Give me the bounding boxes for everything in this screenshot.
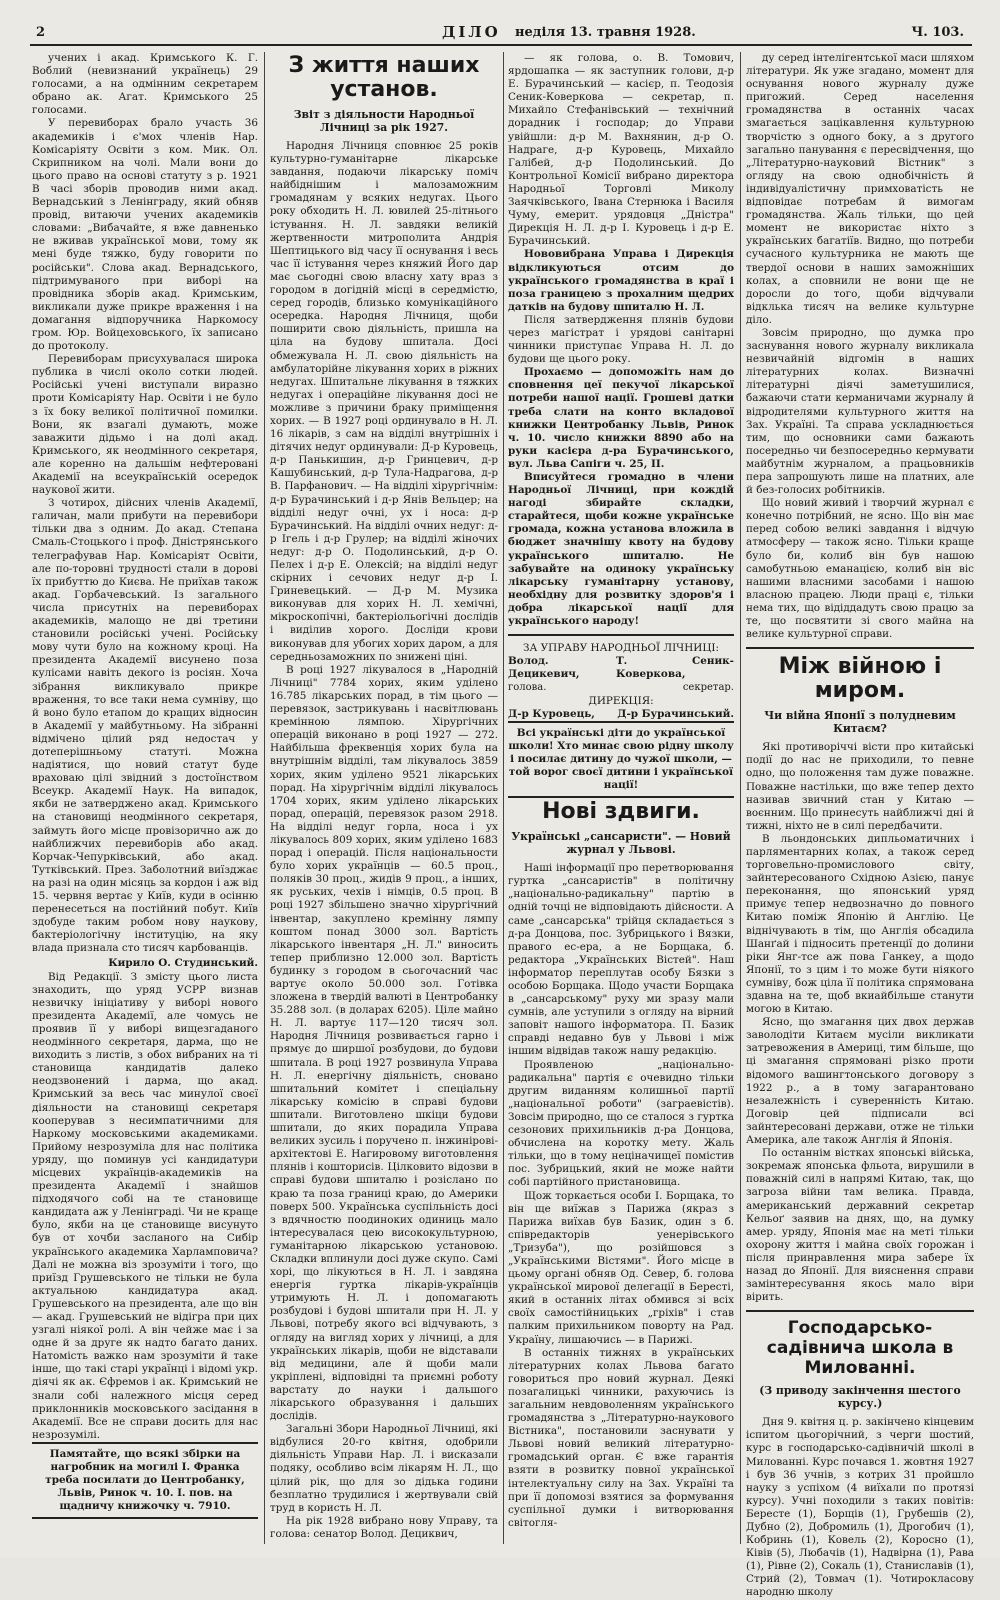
column-rule <box>503 52 504 1544</box>
paragraph: З чотирох, дійсних членів Академії, галичан, мали прибути на перевибори тільки два з одним. До акад. Степана Смаль-Стоцького і проф. Дністрянського телеграфував Нар. Комісаріят Освіти, але по-торовні трудності стали в дорові їх прибуттю до Києва. Не приїхав також акад. Горбачевський. Із загального числа присутніх на перевиборах академиків, малощо не дві третини становили російські учені. Російську мову чути було на кожному кроці. На президента Академії висунено поза кулісами навіть декого із росіян. Хоча зібрання викликувало прикре враження, то все таки нема сумніву, що й воно було етапом до кращих відносин в Академії у майбутньому. На зібранні відмічено цілий ряд недостач у дотеперішньому статуті. Можна надіятися, що новий статут буде враховаю цілі звідний з достоїнством Всеукр. Академії Наук. На випадок, якби не затверджено акад. Кримського на становищі неодмінного секретаря, займуть його місце провізорично аж до найближчих перевиборів або акад. Корчак-Чепурківський, або акад. Тутківський. През. Заболотний виїзджає на разі на один місяць за кордон і аж від 15. червня вертає у Київ, куди в осінню перенесеться на постійний побут. Київ здобуде таким робом нову наукову, бактеріологічну інституцію, на яку влада признала сто тисяч карбованців. <box>32 497 258 955</box>
issue-number: Ч. 103. <box>911 25 964 40</box>
paragraph: В році 1927 лікувалося в „Народній Лічниці" 7784 хорих, яким уділено 16.785 лікарських порад, в тім цього — перевязок, застрикувань і насвітлювань кремінною лямпою. Хірургічних операцій виконано в році 1927 — 272. Найбільша фреквенція хорих була на внутрішнім відділі, там лікувалось 3859 хорих, яким уділено 9521 лікарських порад. На хірургічнім відділі лікувалось 1704 хорих, яким уділено лікарських порад, операцій, перевязок разом 2918. На відділі недуг горла, носа і ух лікувалось 809 хорих, яким уділено 1683 порад і операцій. Після національности було хорих українців — 60.5 проц., поляків 30 проц., жидів 9 проц., а інших, як руських, чехів і німців, 0.5 проц. В році 1927 збільшено значно хірургічний інвентар, закуплено кремінну лямпу коштом понад 3000 зол. Вартість лікарського інвентаря „Н. Л." виносить тепер приблизно 12.000 зол. Вартість будинку з городом в сьогочасний час вартує около 50.000 зол. Готівка зложена в твердій валюті в Центробанку 35.288 зол. (в доларах 6205). Ціле майно Н. Л. вартує 117—120 тисяч зол. Народня Лічниця розвивається гарно і прямує до ширшої розбудови, до будови шпитала. В році 1927 розвинула Управа Н. Л. енергічну діяльність, сновано шпитальний комітет і спеціальну лікарську комісію в справі будови шпитали. Виготовлено шкіци будови шпитали, до яких порадила Управа великих зусиль і поручено п. інжинірові-архітектові Е. Нагировому виготовлення плянів і кошторисів. Цілковито відозви в справі будови шпиталю і розіслано по краю та поза границі краю, до Америки поверх 500. Українська суспільність досі з вдячностю поодиноких одиниць мало інтересувалася цею висококультурною, гуманітарною лікарською установою. Складки вплинули досі дуже скупо. Самі хорі, що лікуються в Н. Л. і завдяна енергія гуртка лікарів-українців утримують Н. Л. і допомагають розбудові і будові шпитали при Н. Л. у Львові, потребу якого всі відчувають, з огляду на вигляд хорих у лічниці, а для українських лікарів, щоби не відставали від медицини, але й щоби мали укріплені, відповідні та приємні роботу варстату до науки і дальшого лікарського образування і дальших дослідів. <box>270 663 498 1423</box>
school-notice: Всі українські діти до української школи! Хто минає свою рідну школу і посилає дитину до чужої школи, — той ворог своєї дитини і української нації! <box>508 721 734 798</box>
column-4 <box>746 52 974 1599</box>
paragraph: Щож торкається особи І. Борщака, то він ще виїжав з Парижа (якраз з Парижа виїхав був Базик, один з б. співредакторів уенерівського „Тризуба"), що розійшовся з „Українськими Вістями". Його місце в цьому органі обняв Од. Север, б. голова української мирової делегації в Бересті, який в останніх літах обмився зі всіх своїх самостійницьких „гріхів" і став палким прихильником поворту на Рад. Україну, лишаючись — в Парижі. <box>508 1189 734 1346</box>
donation-paragraph: Прохаємо — допоможіть нам до сповнення цеї пекучої лікарської потреби нашої нації. Грошеві датки треба слати на конто вкладової книжки Центробанку Львів, Ринок ч. 10. число книжки 8890 або на руки касієра д-ра Бурачинського, вул. Льва Сапіги ч. 25, II. <box>508 366 734 470</box>
paragraph: В останніх тижнях в українських літературних колах Львова багато говориться про новий журнал. Деякі позагалицькі чинники, рахуючись із загальним невдоволенням українського громадянства з „Літературно-наукового Вістника", постановили заснувати у Львові новий великий літературно-громадський орган. Є вже гарантія взяти в розвитку повної української інтелектуальну силу на Зах. Україні та при її допомозі взятися за формування суспільної думки і витворювання світогля- <box>508 1346 734 1529</box>
paragraph: Проявленою „національно-радикальна" партія є очевидно тільки другим виданням колишньої партії „національної роботи" (заграевістів). Зовсім природно, що се сталося з гуртка сезонових прихильників д-ра Донцова, обчислена на коротку мету. Жаль тільки, що в тому неціначищеї помістив пос. Зубрицький, який не може найти собі партійного пристановища. <box>508 1058 734 1189</box>
page-number: 2 <box>36 25 46 40</box>
subheadline-report: Звіт з діяльности Народньої Лічниці за рік 1927. <box>293 108 475 134</box>
divider <box>746 1310 974 1312</box>
paragraph: Народня Лічниця сповнює 25 років культурно-гуманітарне лікарське завдання, подаючи лікарську поміч найбіднішим і малозаможним громадянам у всяких недугах. Цього року обходить Н. Л. ювилей 25-літнього істування. Н. Л. завдяки великій жертвенности митрополита Андрія Шептицького від часу її оснування і весь час її істування через княжий Його дар має сьогодні свою власну хату враз з городом в догідній місці в середмістю, серед городів, близько комунікаційного осередка. Народня Лічниця, щоби поширити свою діяльність, пришла на ціла на будову шпитала. Досі обмежувала Н. Л. свою діяльність на амбулаторійне лікування хорих в ріжних недугах. Шпитальне лікування в тяжких недугах і операційне лікування досі не можливе з причини браку приміщення хорих. — В 1927 році ординувало в Н. Л. 16 лікарів, з сам на відділі внутрішніх і дітячих недуг ординували: Д-р Куровець, д-р Панькишин, д-р Гринцевич, д-р Кашубинський, д-р Тула-Надрагова, д-р В. Парфанович. — На відділі хірургічнім: д-р Бурачинський і д-р Янів Вельцер; на відділі недуг очні, ух і носа: д-р Бурачинський. На відділі очних недуг: д-р Ігель і д-р Грулер; на відділі жіночих недуг: д-р О. Подолинський, д-р О. Пелех і д-р Е. Олексій; на відділі недуг скірних і сечових недуг д-р І. Гриневецький. — Д-р М. Музика виконував для хорих Н. Л. хемічні, мікроскопічні, бактеріольогічні дослідів і виділив хорого. Досліди крови виконував для убогих хорих даром, а для середньозаможних по знижені ціні. <box>270 140 498 663</box>
paragraph: — як голова, о. В. Томович, ярдошапка — як заступник голови, д-р Е. Бурачинський — касієр, п. Теодозія Сеник-Коверкова — секретар, п. Михайло Стефанівський — технічний дорадник і господар; до Управи увійшли: д-р М. Вахнянин, д-р О. Надраге, д-р Куровець, Михайло Галібей, д-р Подолинський. До Контрольної Комісії вибрано директора Народньої Торговлі Миколу Заячківського, Івана Стернюка і Василя Чуму, емерит. урядовця „Дністра" Дирекція Н. Л. д-р І. Куровець і д-р Е. Бурачинський. <box>508 52 734 248</box>
subheadline-japan-china: Чи війна Японії з полудневим Китаєм? <box>764 709 956 736</box>
paragraph: ду серед інтелігентської маси шляхом літератури. Як уже згадано, момент для оснування нового журналу дуже пригожий. Серед населення громадянства в останніх часах змагається зацікавлення культурною творчістю з одного боку, а з другого загально панування є пересвідчення, що „Літературно-науковий Вістник" з огляду на свою однобічність й індивідуалістичну примховатість не відповідає потребам й вимогам громадянства. Жаль тільки, що цей момент не використає ніхто з українських багатіїв. Видно, що потреби сучасного культурника не мають ще твердої основи в наших заможніших колах, а сповнили не вони ще не доросли до того, щоби відчували відклька тисяч на велике культурне діло. <box>746 52 974 326</box>
paragraph: Зовсім природно, що думка про заснування нового журналу викликала незвичайній відгомін в наших літературних колах. Визначні літературні діячі заметушилися, бажаючи стати керманичами журналу й відродителями культурного життя на Зах. Україні. Та справа ускладнюється тим, що основники сами бажають посередньо чи безпосередньо кермувати майбутнім журналом, а працьовників пера запрошують лише на платних, але й без-голосих робітників. <box>746 326 974 497</box>
column-2 <box>270 52 498 1544</box>
editorial-note: Від Редакції. З змісту цього листа знаходить, що уряд УСРР визнав незвичку ініціативу у виборі нового президента Академії, але чомусь не проявив її у виборі вищезгаданого неодмінного секретаря, дарма, що не виходить з листів, з обох вибраних на ті становища кандидатів далеко неодзвонений і дарма, що акад. Кримський за весь час минулої своєї діяльности на становищі секретаря кооперував з несимпатичними для Наркому московськими академиками. Прийому незрозуміла для нас політика уряду, що поминув усі кандидатури місцевих українців-академиків на президента Академії і знайшов підходячого собі на те становище кандидата аж у Ленінграді. Чи не краще було, якби на це становище висунуто був от хочби засланого на Сибір українського академика Харламповича? Далі не можна віз зрозуміти і того, що приїзд Грушевського не тільки не була актуальною кандидатура акад. Грушевського на президента, але що він — акад. Грушевський не відігра при цих узгалі ніякої ролі. А він чейже має і за одне й за друге як надто багато даних. Натомість важко нам зрозуміти й таке інше, що такі старі українці і відомі укр. діячі як ак. Єфремов і ак. Кримський не знали собі належного місця серед приклонників московського засідання в Академії. Все не справи досить для нас незрозумілі. <box>32 970 258 1441</box>
signer-name: Д-р Куровець, <box>508 707 595 720</box>
direction-signatures <box>508 708 734 721</box>
paragraph: На рік 1928 вибрано нову Управу, та голова: сенатор Волод. Дециквич, <box>270 1514 498 1540</box>
paragraph: Перевиборам присухувалася широка публика в числі около сотки людей. Російські учені виступали виразно проти Комісаріяту Нар. Освіти і не було з їх боку великої політичної помилки. Вони, як взагалі думають, може заважити дідьмо і на долі акад. Кримського, як неодмінного секретаря, але коренно на дальшім нефтеровані Академії на всеукраїнській осередок наукової жити. <box>32 353 258 497</box>
signer-role: голова. <box>508 682 547 694</box>
paragraph: Ясно, що змагання цих двох держав заволодіти Китаєм мусіли викликати затревожения в Америці, тим більше, що ці змагання спрямовані різко проти відомого вашингтонського договору з 1922 р., а в тому загарантовано незалежність і суверенність Китаю. Договір цей підписали всі зайнтересовані держави, отже не тільки Америка, але також Англія й Японія. <box>746 1016 974 1147</box>
headline-war-peace: Між війною і миром. <box>778 654 942 704</box>
divider <box>746 647 974 649</box>
paragraph: Які противоріччі вісти про китайські події до нас не приходили, то певне одно, що положення там дуже поважне. Поважне настільки, що вже тепер дехто називав звичний стан у Китаю — воєнним. Що принесуть найближчі дні й тижні, ніхто не в силі передбачити. <box>746 741 974 832</box>
column-rule <box>740 52 741 1544</box>
board-roles <box>508 681 734 694</box>
headline-institutions: З життя наших установ. <box>288 53 480 102</box>
author-signature: Кирило О. Студинський. <box>108 957 258 970</box>
signer-role: секретар. <box>682 682 734 694</box>
issue-date: неділя 13. травня 1928. <box>515 25 696 40</box>
board-signatures <box>508 655 734 681</box>
paragraph: Наші інформації про перетворювання гуртка „сансаристів" в політичну „національно-радикальну" партію в одній точці не відповідають дійсности. А саме „сансарська" трійця складається з д-ра Донцова, пос. Зубрицького і Вязки, правого ес-ера, а не Борщака, б. редактора „Українських Вістей". Наш інформатор переплутав особу Бязки з особою Борщака. Щодо участи Борщака в „сансарському" руху ми зразу мали сумнів, але уступили з огляду на вірний заповіт нашого інформатора. П. Базик справді недавно був у Львові і між іншим відвідав також нашу редакцію. <box>508 862 734 1058</box>
headline-new-shifts: Нові здвиги. <box>542 799 700 825</box>
signer-name: Д-р Бурачинський. <box>617 707 734 720</box>
paragraph: У перевиборах брало участь 36 академиків і є'мох членів Нар. Комісаріяту Освіти з ком. Мик. Ол. Скрипником на чолі. Мали вони до цього право на основі статуту з р. 1921 В часі зборів проводив ними акад. Вернадський з Ленінграду, який обняв провід, витаючи учених академиків словами: „Вибачайте, я вже давненько не вживав української мови, тому як мені буде тяжко, буду говорити по російськи". Слова акад. Вернадського, підтримуваного при виборі на провідника зборів акад. Кримським, викликали дуже прикре враження і на домагання відпоручника Наркомосу гром. Юр. Войцеховського, їх записано до протоколу. <box>32 117 258 353</box>
paragraph: В льондонських дипльоматичних і парляментарних колах, а також серед торговельно-промислового світу, зайнтересованого Східною Азією, панує переконання, що японський уряд примує тепер недвозначно до повного Китаю поміж Японію й Англію. Це віднічувають в тім, що Англія обсадила Шанґай і підносить претенції до долини ріки Янг-тсе аж пова Ганкеу, а щодо Японії, то з цим і то може бути ніякого сумніву, бож ціла її політика спрямована здавна на те, щоб вкиайбільше станути могою в Китаю. <box>746 832 974 1016</box>
subheadline-sansarists: Українські „сансаристи". — Новий журнал у Львові. <box>511 830 731 857</box>
divider <box>508 634 734 636</box>
paragraph: учених і акад. Кримського К. Г. Воблий (невизнаний українець) 29 голосами, а на одмінним секретарем обрано ак. Агат. Кримського 25 голосами. <box>32 52 258 117</box>
paragraph: Після затвердження плянів будови через магістрат і урядові санітарні чинники приступає Управа Н. Л. до будови ще цього року. <box>508 313 734 366</box>
column-rule <box>264 52 265 1544</box>
paragraph: Загальні Збори Народньої Лічниці, які відбулися 20-го квітня, одобрили діяльність Управи Нар. Л. і висказали подяку, особливо всім лікарям Н. Л., що цілий рік, що для зо дідька години безплатно трудилися і жертвували свій труд в користь Н. Л. <box>270 1423 498 1514</box>
appeal-paragraph: Нововибрана Управа і Дирекція відкликуються отсим до українського громадянства в краї і поза границею з прохалним щедрих датків на будову шпиталю Н. Л. <box>508 248 734 313</box>
paragraph: Дня 9. квітня ц. р. закінчено кінцевим іспитом цьогорічний, з черги шостий, курс в господарсько-садівничій школі в Милованні. Курс почався 1. жовтня 1927 і був 36 учнів, з котрих 31 пройшло науку з успіхом (4 виїхали по протязі курсу). Учні походили з таких повітів: Бересте (1), Борщів (1), Грубешів (2), Дубно (2), Добромиль (1), Дрогобич (1), Кобринь (1), Ковель (2), Коросно (1), Ківів (5), Любачів (1), Надвірна (1), Рава (1), Рівне (2), Сокаль (1), Станиславів (1), Стрий (2), Товмач (1). Чотирокласову народню школу <box>746 1416 974 1599</box>
headline-school: Господарсько-садівнича школа в Милованні. <box>766 1318 954 1379</box>
franko-donation-notice: Памятайте, що всякі збірки на нагробник на могилі І. Франка треба посилати до Центробанку, Львів, Ринок ч. 10. І. пов. на щадничу книжочку ч. 7910. <box>32 1442 258 1519</box>
membership-paragraph: Вписуйтеся громадно в члени Народньої Лічниці, при кождій нагоді збирайте складки, старайтеся, щоби кожне українське громада, кожна установа вложила в бюджет значнішу квоту на будову українського шпиталю. Не забувайте на одиноку українську лікарську гуманітарну установу, необхідну для розвитку здоров'я і добра лікарської нації для українського народу! <box>508 471 734 628</box>
direction-heading: ДИРЕКЦІЯ: <box>588 694 654 707</box>
column-1 <box>32 52 258 1544</box>
paragraph: По останнім вістках японські війська, зокремаж японська фльота, вирушили в поважній силі в напрямі Китаю, так, що загроза війни там велика. Правда, американський державний секретар Кельоґ заявив на днях, що, на думку амер. уряду, Японія має на меті тільки охорону життя і майна своїх горожан і після принравлення мира забере їх назад до Японії. Для вияснення справи замінтересування якось мало віри вірить. <box>746 1147 974 1304</box>
signer-name: Волод. Децикевич, <box>508 655 580 681</box>
paragraph: Що новий живий і творчий журнал є конечно потрібний, не ясно. Що він має перед собою великі завдання і відчую атмосферу — також ясно. Тільки краще було би, колиб він був нашою самобутньою еманацією, колиб він віс нашими власними засобами і нашою власною працею. Люди праці є, тільки нема тих, що відіддадуть свою працю за те, що посвятити зі свого майна на велике культурної справи. <box>746 497 974 641</box>
column-3 <box>508 52 734 1544</box>
board-heading: ЗА УПРАВУ НАРОДНЬОЇ ЛІЧНИЦІ: <box>523 642 719 655</box>
masthead <box>30 22 972 46</box>
paper-name: ДІЛО <box>442 23 501 41</box>
signer-name: Т. Сеник-Коверкова, <box>615 655 734 681</box>
subheadline-course: (З приводу закінчення шестого курсу.) <box>759 1384 961 1411</box>
